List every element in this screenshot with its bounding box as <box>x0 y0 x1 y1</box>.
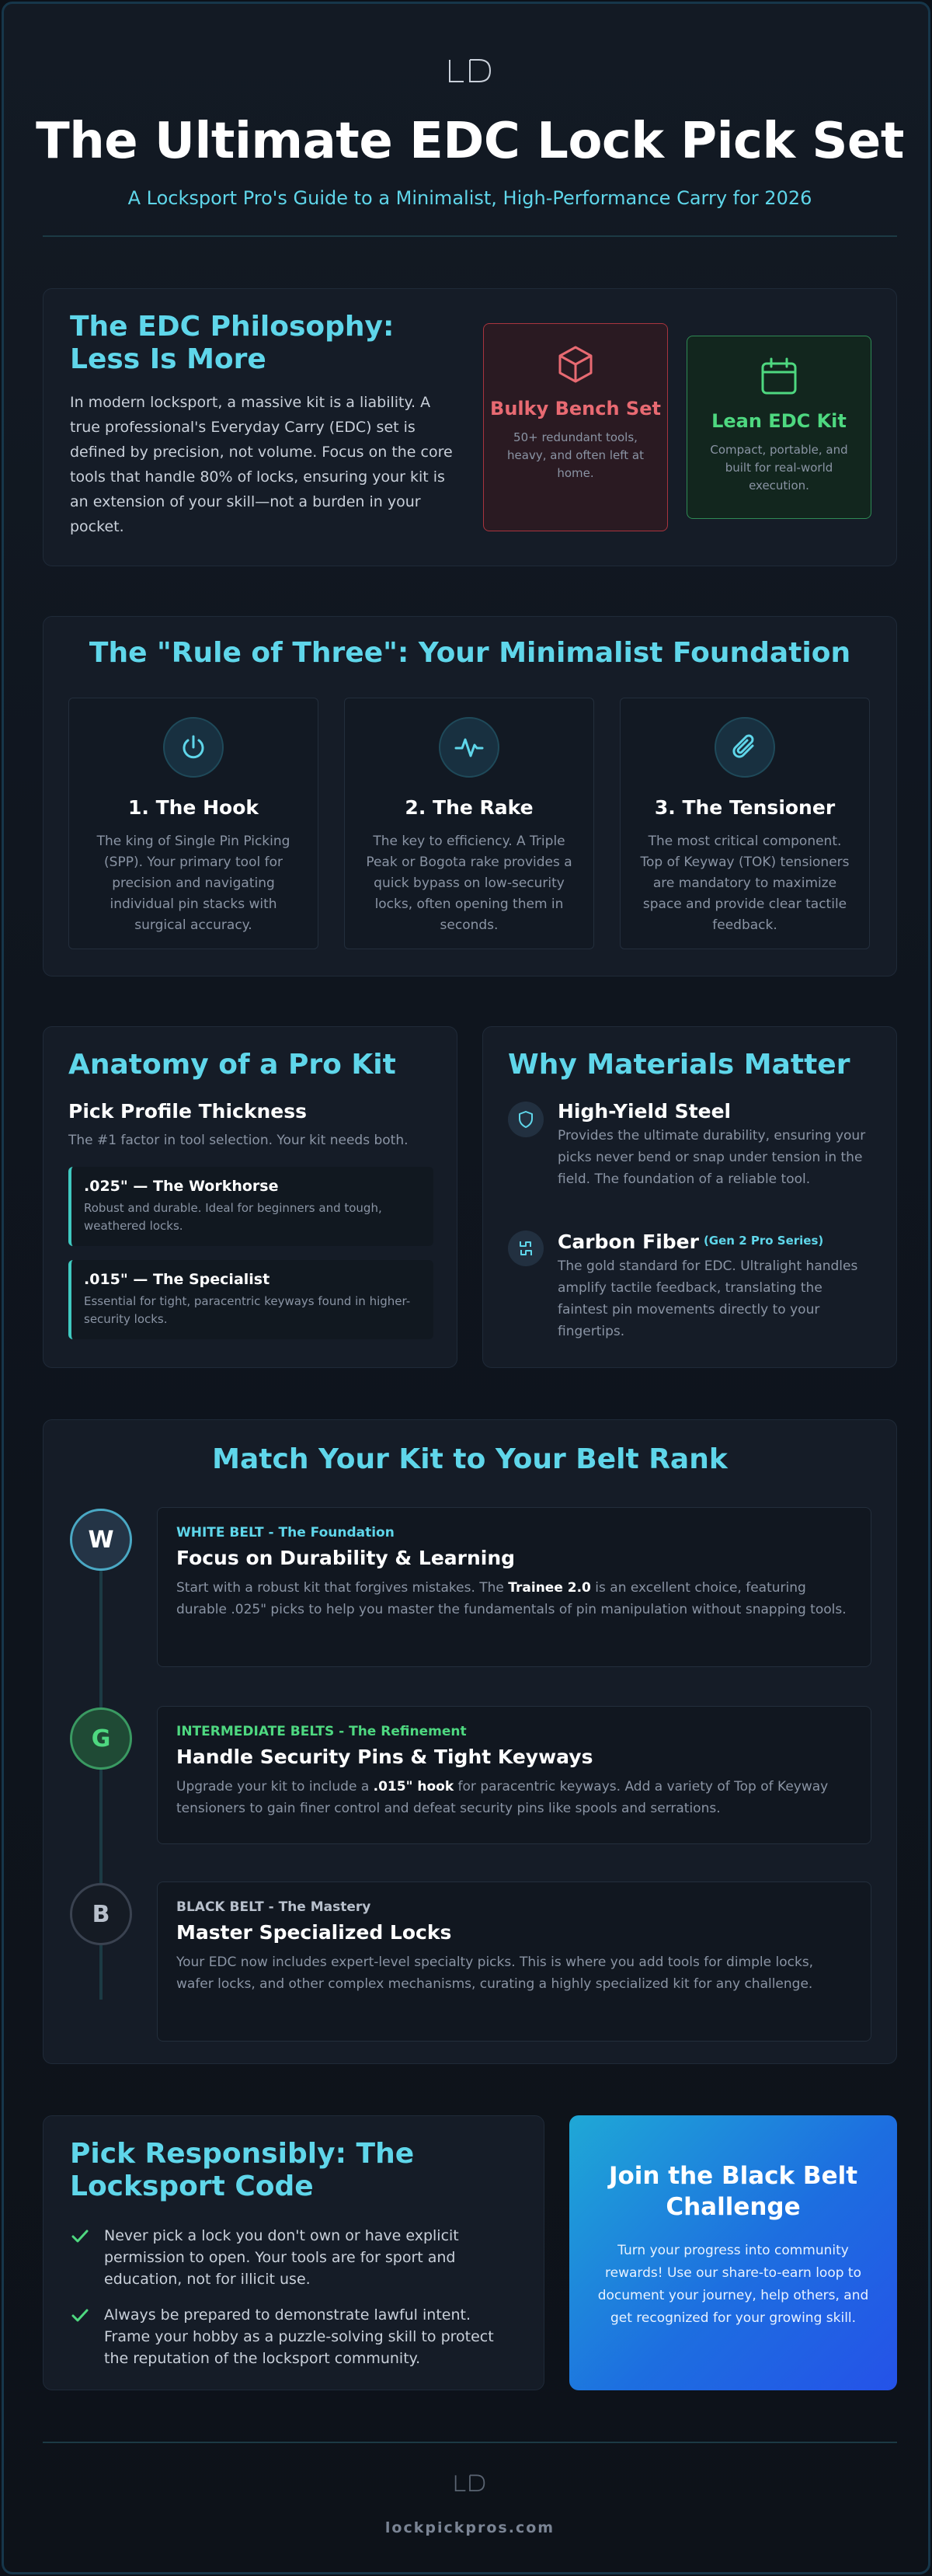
thickness-desc: Robust and durable. Ideal for beginners and tough, weathered locks. <box>84 1201 382 1233</box>
lean-kit-desc: Compact, portable, and built for real-world execution. <box>710 443 848 493</box>
material-name: Carbon Fiber <box>558 1231 699 1253</box>
anatomy-lead: The #1 factor in tool selection. Your kit needs both. <box>68 1133 409 1148</box>
tool-title: 3. The Tensioner <box>654 796 836 819</box>
tool-card-rake <box>344 698 594 949</box>
paperclip-icon <box>729 732 760 763</box>
responsible-section <box>43 2115 544 2390</box>
bulky-set-card <box>483 323 668 531</box>
tool-desc: The key to efficiency. A Triple Peak or Bogota rake provides a quick bypass on low-security locks, often opening them in seconds. <box>366 834 572 933</box>
belt-kicker: BLACK BELT - The Mastery <box>176 1899 371 1915</box>
black-belt-challenge-card[interactable] <box>569 2115 897 2390</box>
belt-card-intermediate <box>157 1706 871 1844</box>
code-rule <box>70 2225 505 2290</box>
material-name: High-Yield Steel <box>558 1100 732 1123</box>
code-rule-text: Never pick a lock you don't own or have explicit permission to open. Your tools are for sport and education, not for illicit use. <box>104 2227 459 2288</box>
black-belt-badge: B <box>70 1883 132 1945</box>
footer-logo-icon <box>453 2474 487 2493</box>
philosophy-title: The EDC Philosophy: Less Is More <box>70 311 395 375</box>
philosophy-section <box>43 288 897 566</box>
page-subtitle: A Locksport Pro's Guide to a Minimalist, High-Performance Carry for 2026 <box>127 187 812 209</box>
gen2-badge: (Gen 2 Pro Series) <box>703 1234 824 1248</box>
anatomy-section <box>43 1026 457 1368</box>
material-desc: The gold standard for EDC. Ultralight handles amplify tactile feedback, translating the faintest pin movements directly to your fingertips. <box>558 1258 858 1339</box>
carbon-fiber-icon <box>508 1231 544 1266</box>
page-title: The Ultimate EDC Lock Pick Set <box>36 113 904 170</box>
shield-icon <box>508 1102 544 1137</box>
belt-desc: Upgrade your kit to include a .015" hook for paracentric keyways. Add a variety of Top of Keyway tensioners to gain finer control and defeat security pins like spools and serrations. <box>176 1779 829 1816</box>
header-divider <box>43 235 897 237</box>
material-desc: Provides the ultimate durability, ensuring your picks never bend or snap under tension in the field. The foundation of a reliable tool. <box>558 1128 866 1187</box>
tool-card-tensioner <box>620 698 870 949</box>
tool-desc: The king of Single Pin Picking (SPP). Your primary tool for precision and navigating individual pin stacks with surgical accuracy. <box>96 834 290 933</box>
responsible-title: Pick Responsibly: The Locksport Code <box>70 2138 415 2202</box>
material-title <box>558 1100 731 1123</box>
materials-section <box>482 1026 897 1368</box>
belt-title: Master Specialized Locks <box>176 1921 452 1944</box>
check-icon <box>70 2226 90 2247</box>
materials-title: Why Materials Matter <box>508 1049 850 1081</box>
belt-kicker: WHITE BELT - The Foundation <box>176 1525 395 1540</box>
lean-kit-card <box>687 336 871 519</box>
footer-divider <box>43 2442 897 2443</box>
lean-kit-title: Lean EDC Kit <box>711 410 847 432</box>
belt-kicker: INTERMEDIATE BELTS - The Refinement <box>176 1724 467 1739</box>
bulky-set-title: Bulky Bench Set <box>490 398 661 419</box>
thickness-title: .025" — The Workhorse <box>84 1178 279 1195</box>
thickness-card-015 <box>68 1260 433 1339</box>
thickness-title: .015" — The Specialist <box>84 1271 270 1288</box>
belt-card-white <box>157 1507 871 1667</box>
brand-logo-icon <box>447 58 493 85</box>
material-title <box>558 1231 823 1253</box>
code-rule-text: Always be prepared to demonstrate lawful intent. Frame your hobby as a puzzle-solving skill to protect the reputation of the locksport community. <box>104 2306 494 2367</box>
rule-of-three-section <box>43 616 897 976</box>
power-icon <box>179 733 208 762</box>
philosophy-body: In modern locksport, a massive kit is a liability. A true professional's Everyday Carry (EDC) set is defined by precision, not volume. Focus on the core tools that handle 80% of locks, ensuring your kit is an extension of your skill—not a burden in your pocket. <box>70 394 453 535</box>
white-belt-badge: W <box>70 1509 132 1571</box>
tool-title: 1. The Hook <box>127 796 259 819</box>
anatomy-subtitle: Pick Profile Thickness <box>68 1100 308 1123</box>
bulky-set-desc: 50+ redundant tools, heavy, and often left at home. <box>507 430 644 480</box>
cta-title[interactable]: Join the Black Belt Challenge <box>608 2162 858 2221</box>
code-rule <box>70 2304 505 2369</box>
belt-desc: Your EDC now includes expert-level specialty picks. This is where you add tools for dimple locks, wafer locks, and other complex mechanisms, curating a highly specialized kit for any challenge. <box>176 1955 814 1992</box>
pulse-icon <box>454 732 485 763</box>
tool-card-hook <box>68 698 318 949</box>
anatomy-title: Anatomy of a Pro Kit <box>68 1049 396 1081</box>
belt-rank-title: Match Your Kit to Your Belt Rank <box>212 1443 728 1475</box>
calendar-icon <box>757 355 801 399</box>
belt-title: Focus on Durability & Learning <box>176 1547 516 1569</box>
thickness-desc: Essential for tight, paracentric keyways found in higher-security locks. <box>84 1294 411 1326</box>
tool-desc: The most critical component. Top of Keyway (TOK) tensioners are mandatory to maximize space and provide clear tactile feedback. <box>640 834 850 933</box>
belt-rank-section <box>43 1419 897 2064</box>
page-frame <box>2 2 930 2574</box>
check-icon <box>70 2306 90 2326</box>
tool-title: 2. The Rake <box>405 796 534 819</box>
green-belt-badge: G <box>70 1707 132 1770</box>
cube-icon <box>554 343 597 386</box>
rule-of-three-title: The "Rule of Three": Your Minimalist Foundation <box>89 637 851 669</box>
thickness-card-025 <box>68 1167 433 1246</box>
belt-card-black <box>157 1882 871 2042</box>
belt-title: Handle Security Pins & Tight Keyways <box>176 1746 593 1768</box>
cta-body: Turn your progress into community rewards! Use our share-to-earn loop to document your journey, help others, and get recognized for your growing skill. <box>597 2243 869 2326</box>
belt-desc: Start with a robust kit that forgives mistakes. The Trainee 2.0 is an excellent choice, featuring durable .025" picks to help you master the fundamentals of pin manipulation without snapping tools. <box>176 1580 847 1617</box>
footer-url-link[interactable]: lockpickpros.com <box>384 2519 555 2536</box>
